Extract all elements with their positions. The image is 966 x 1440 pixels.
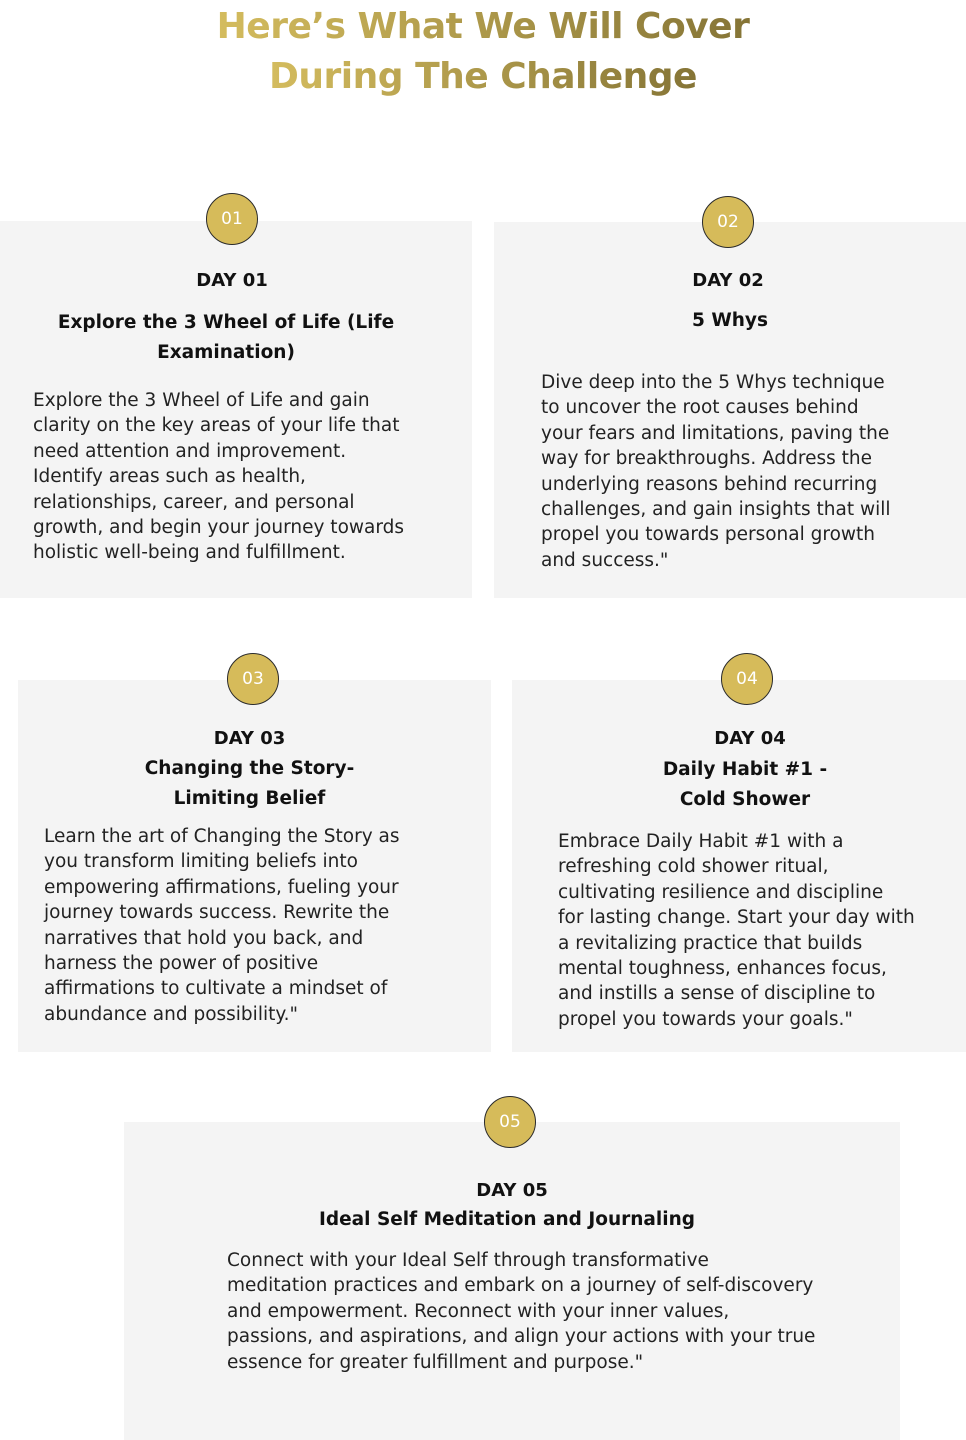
page-heading <box>0 0 966 110</box>
desc-line: for lasting change. Start your day with <box>558 907 915 929</box>
day-title-2-line-1: 5 Whys <box>692 310 768 331</box>
day-description-3 <box>44 824 484 1027</box>
heading-line-1: Here’s What We Will Cover <box>216 6 750 47</box>
day-description-4 <box>558 829 958 1032</box>
desc-line: to uncover the root causes behind <box>541 397 859 419</box>
heading-line-2: During The Challenge <box>269 56 697 97</box>
day-label-1: DAY 01 <box>196 270 268 291</box>
day-label-5: DAY 05 <box>476 1180 548 1201</box>
day-label-3: DAY 03 <box>213 728 286 749</box>
day-label-4: DAY 04 <box>714 728 786 749</box>
desc-line: essence for greater fulfillment and purpose." <box>227 1351 644 1373</box>
day-title-1-line-1: Explore the 3 Wheel of Life (Life <box>57 312 395 333</box>
desc-line: and empowerment. Reconnect with your inner values, <box>227 1300 730 1322</box>
desc-line: challenges, and gain insights that will <box>541 499 891 521</box>
desc-line: you transform limiting beliefs into <box>44 851 358 873</box>
desc-line: passions, and aspirations, and align your actions with your true <box>227 1326 816 1348</box>
desc-line: abundance and possibility." <box>44 1003 299 1025</box>
day-title-5 <box>124 1205 890 1235</box>
day-label-2: DAY 02 <box>692 270 764 291</box>
day-title-4-line-2: Cold Shower <box>679 789 811 810</box>
desc-line: holistic well-being and fulfillment. <box>33 542 346 564</box>
desc-line: Explore the 3 Wheel of Life and gain <box>33 390 370 411</box>
desc-line: cultivating resilience and discipline <box>558 881 884 903</box>
day-description-5 <box>227 1248 887 1375</box>
day-number-badge-3: 03 <box>227 653 279 705</box>
desc-line: need attention and improvement. <box>33 440 347 462</box>
day-number-badge-1: 01 <box>206 193 258 245</box>
day-number-badge-4: 04 <box>721 653 773 705</box>
desc-line: Connect with your Ideal Self through transformative <box>227 1250 709 1271</box>
day-title-5-line-1: Ideal Self Meditation and Journaling <box>319 1209 695 1230</box>
desc-line: Embrace Daily Habit #1 with a <box>558 831 844 852</box>
desc-line: Identify areas such as health, <box>33 466 306 488</box>
desc-line: relationships, career, and personal <box>33 491 355 513</box>
day-description-2 <box>541 370 961 573</box>
desc-line: growth, and begin your journey towards <box>33 517 405 539</box>
desc-line: meditation practices and embark on a journey of self-discovery <box>227 1275 814 1297</box>
desc-line: clarity on the key areas of your life that <box>33 415 400 437</box>
desc-line: refreshing cold shower ritual, <box>558 856 829 878</box>
day-number-badge-5: 05 <box>484 1096 536 1148</box>
day-title-3 <box>18 754 481 814</box>
day-number-badge-2: 02 <box>702 196 754 248</box>
desc-line: affirmations to cultivate a mindset of <box>44 978 388 1000</box>
desc-line: empowering affirmations, fueling your <box>44 876 399 898</box>
day-title-4-line-1: Daily Habit #1 - <box>662 759 828 780</box>
desc-line: a revitalizing practice that builds <box>558 932 863 954</box>
day-title-1-line-2: Examination) <box>157 342 295 363</box>
day-description-1 <box>33 388 463 566</box>
desc-line: and instills a sense of discipline to <box>558 983 876 1005</box>
desc-line: harness the power of positive <box>44 953 319 975</box>
day-title-3-line-2: Limiting Belief <box>173 788 326 809</box>
day-title-4 <box>512 755 966 815</box>
desc-line: journey towards success. Rewrite the <box>44 902 390 924</box>
day-title-1 <box>0 308 452 368</box>
desc-line: and success." <box>541 549 669 571</box>
desc-line: mental toughness, enhances focus, <box>558 958 887 980</box>
desc-line: Dive deep into the 5 Whys technique <box>541 372 885 393</box>
heading-svg <box>0 0 966 110</box>
desc-line: Learn the art of Changing the Story as <box>44 826 400 847</box>
desc-line: underlying reasons behind recurring <box>541 473 878 495</box>
day-title-3-line-1: Changing the Story- <box>144 758 355 779</box>
desc-line: propel you towards your goals." <box>558 1008 853 1030</box>
desc-line: propel you towards personal growth <box>541 524 876 546</box>
desc-line: narratives that hold you back, and <box>44 927 364 949</box>
desc-line: way for breakthroughs. Address the <box>541 448 872 470</box>
desc-line: your fears and limitations, paving the <box>541 422 890 444</box>
day-title-2 <box>494 306 966 336</box>
